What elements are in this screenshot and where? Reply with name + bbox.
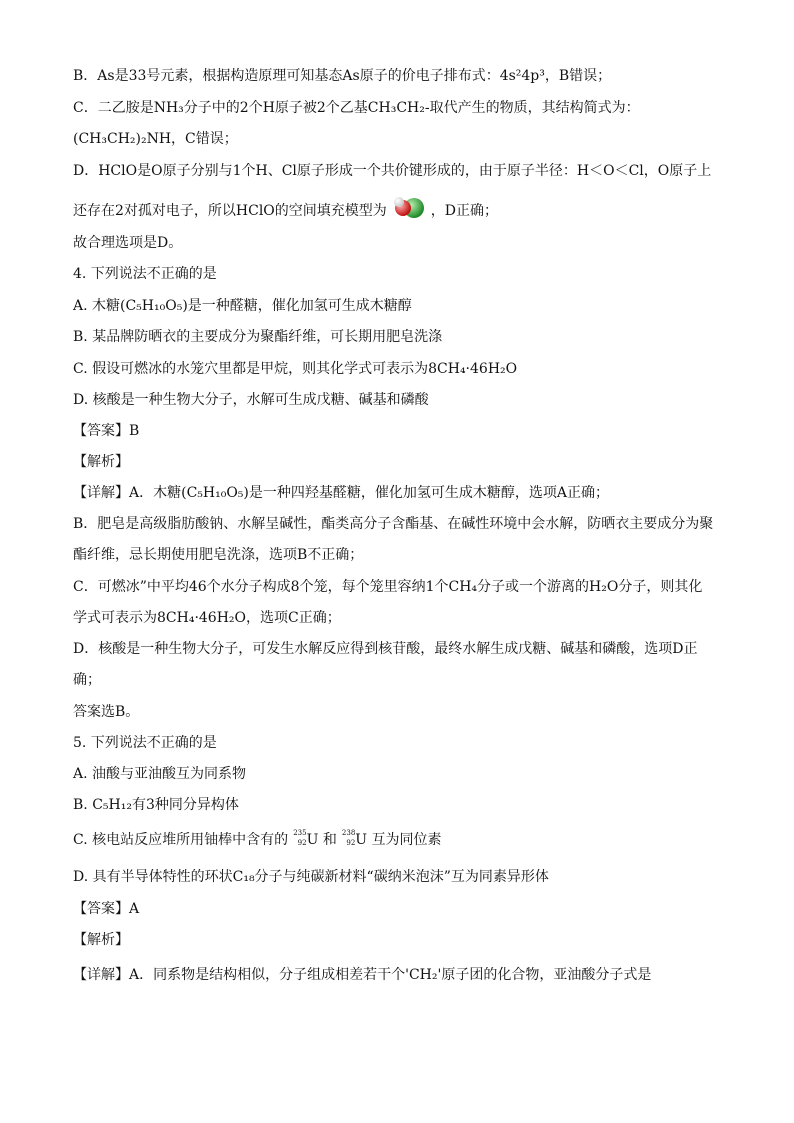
q4-explanation-c-2: 学式可表示为8CH₄·46H₂O，选项C正确； [73,610,341,626]
q3-option-d-explanation-2 [73,195,498,227]
q4-explanation-c-1: C．可燃冰”中平均46个水分子构成8个笼，每个笼里容纳1个CH₄分子或一个游离的H₂O分子，则其化 [73,579,703,595]
q4-option-d: D. 核酸是一种生物大分子，水解可生成戊糖、碱基和磷酸 [73,392,429,408]
q4-option-a: A. 木糖(C₅H₁₀O₅)是一种醛糖，催化加氢可生成木糖醇 [73,298,412,314]
detail-tag: 【详解】 [73,485,129,501]
q4-analysis-tag [73,452,129,472]
q3-conclusion: 故合理选项是D。 [73,235,183,251]
answer-value: B [129,423,140,439]
q4-explanation-a [73,483,609,503]
space-filling-model-icon [391,195,427,227]
answer-value: A [129,901,140,917]
q5-option-c-middle: 和 [322,832,337,848]
detail-tag: 【详解】 [73,967,129,983]
q4-explanation-a-text: A．木糖(C₅H₁₀O₅)是一种四羟基醛糖，催化加氢可生成木糖醇，选项A正确； [129,485,609,501]
q4-explanation-d-2: 确； [73,672,101,688]
q4-answer [73,421,139,441]
q5-analysis-tag [73,930,129,950]
q3-option-d-explanation-1: D．HClO是O原子分别与1个H、Cl原子形成一个共价键形成的，由于原子半径：H＜O＜Cl，O原子上 [73,163,712,179]
q4-explanation-b-1: B．肥皂是高级脂肪酸钠、水解呈碱性，酯类高分子含酯基、在碱性环境中会水解，防晒衣主要成分为聚 [73,516,714,532]
mass-number: 235 [293,829,307,837]
q3-d2-prefix: 还存在2对孤对电子，所以HClO的空间填充模型为 [73,203,387,219]
q5-option-c-prefix: C. 核电站反应堆所用铀棒中含有的 [73,832,289,848]
q3-d2-suffix: ，D正确； [430,203,499,219]
q4-option-b: B. 某品牌防晒衣的主要成分为聚酯纤维，可长期用肥皂洗涤 [73,329,443,345]
q4-conclusion: 答案选B。 [73,704,140,720]
element-symbol: U [306,832,319,848]
q3-option-c-explanation-2: (CH₃CH₂)₂NH，C错误； [73,131,238,147]
q5-option-c-suffix: 互为同位素 [371,832,442,848]
q4-explanation-b-2: 酯纤维，忌长期使用肥皂洗涤，选项B不正确； [73,547,364,563]
answer-tag: 【答案】 [73,423,129,439]
answer-tag: 【答案】 [73,901,129,917]
isotope-u238-notation [341,829,356,847]
q5-option-d: D. 具有半导体特性的环状C₁₈分子与纯碳新材料“碳纳米泡沫”互为同素异形体 [73,869,549,885]
mass-number: 238 [341,829,356,837]
q4-stem: 4. 下列说法不正确的是 [73,266,217,282]
q5-stem: 5. 下列说法不正确的是 [73,735,217,751]
atomic-number: 92 [297,839,307,847]
analysis-tag: 【解析】 [73,932,129,948]
q3-option-c-explanation-1: C．二乙胺是NH₃分子中的2个H原子被2个乙基CH₃CH₂-取代产生的物质，其结构简式为： [73,100,640,116]
q5-option-c [73,830,442,850]
analysis-tag: 【解析】 [73,454,129,470]
q4-option-c: C. 假设可燃冰的水笼穴里都是甲烷，则其化学式可表示为8CH₄·46H₂O [73,361,518,377]
isotope-u235-notation [293,829,307,847]
q5-option-a: A. 油酸与亚油酸互为同系物 [73,766,247,782]
q5-explanation-a-text: A．同系物是结构相似，分子组成相差若干个'CH₂'原子团的化合物，亚油酸分子式是 [129,967,652,983]
q5-explanation-a [73,965,651,985]
element-symbol: U [355,832,368,848]
q4-explanation-d-1: D．核酸是一种生物大分子，可发生水解反应得到核苷酸，最终水解生成戊糖、碱基和磷酸，选项D正 [73,641,698,657]
q3-option-b-explanation: B．As是33号元素，根据构造原理可知基态As原子的价电子排布式：4s²4p³，B错误； [73,68,612,84]
q5-answer [73,899,139,919]
q5-option-b: B. C₅H₁₂有3种同分异构体 [73,797,239,813]
atomic-number: 92 [346,839,356,847]
